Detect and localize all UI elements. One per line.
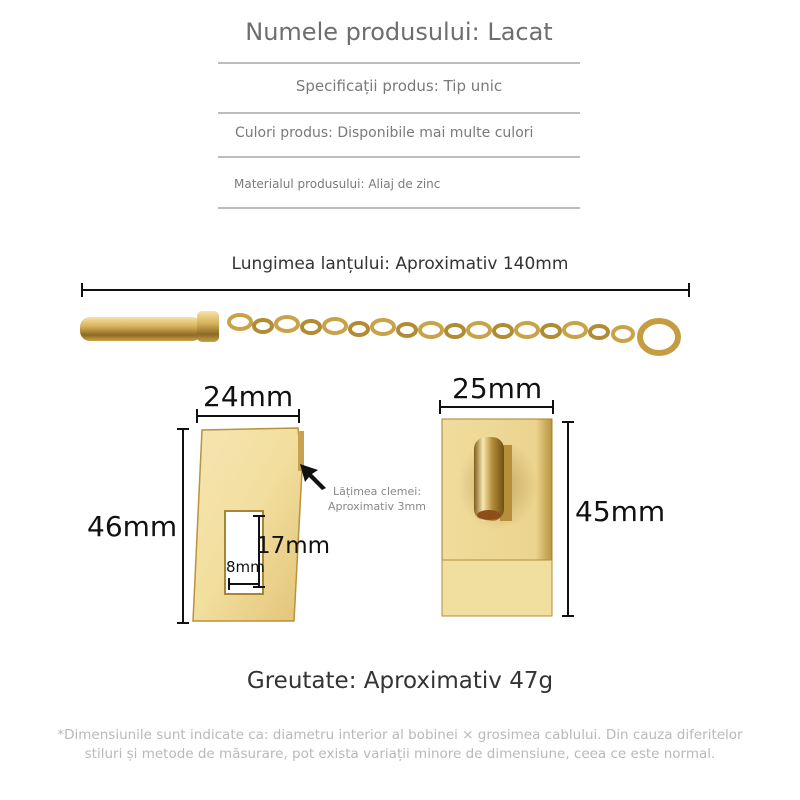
clip-width-note bbox=[322, 484, 432, 514]
left-height-label: 46mm bbox=[87, 510, 178, 543]
slot-width-label: 8mm bbox=[226, 558, 265, 576]
spec-row-material: Materialul produsului: Aliaj de zinc bbox=[234, 177, 441, 191]
right-height-label: 45mm bbox=[575, 495, 666, 528]
divider bbox=[218, 112, 580, 114]
measurement-note-line2: stiluri și metode de măsurare, pot exista variații minore de dimensiune, ceea ce este normal. bbox=[84, 746, 716, 762]
chain-image bbox=[75, 300, 705, 365]
clip-width-note-line2: Aproximativ 3mm bbox=[327, 500, 426, 513]
measurement-note-line1: *Dimensiunile sunt indicate ca: diametru interior al bobinei × grosimea cablului. Din cauza diferitelor bbox=[57, 727, 743, 743]
buckle-plate-image bbox=[190, 425, 310, 625]
divider bbox=[218, 62, 580, 64]
chain-length-dimension-line bbox=[81, 289, 690, 291]
left-width-dimension-line bbox=[196, 415, 300, 417]
right-width-label: 25mm bbox=[452, 372, 543, 405]
spec-row-specification: Specificații produs: Tip unic bbox=[295, 77, 503, 95]
lock-base-image bbox=[436, 415, 556, 620]
clip-width-note-line1: Lățimea clemei: bbox=[332, 485, 422, 498]
weight-label: Greutate: Aproximativ 47g bbox=[246, 668, 554, 694]
product-name: Numele produsului: Lacat bbox=[245, 18, 553, 46]
divider bbox=[218, 207, 580, 209]
spec-row-colors: Culori produs: Disponibile mai multe culori bbox=[235, 125, 534, 141]
measurement-note bbox=[20, 726, 780, 764]
left-height-dimension-line bbox=[182, 428, 184, 624]
slot-height-label: 17mm bbox=[256, 533, 331, 559]
right-height-dimension-line bbox=[567, 421, 569, 617]
divider bbox=[218, 156, 580, 158]
chain-length-label: Lungimea lanțului: Aproximativ 140mm bbox=[231, 254, 569, 274]
left-width-label: 24mm bbox=[203, 380, 294, 413]
right-width-dimension-line bbox=[439, 406, 554, 408]
